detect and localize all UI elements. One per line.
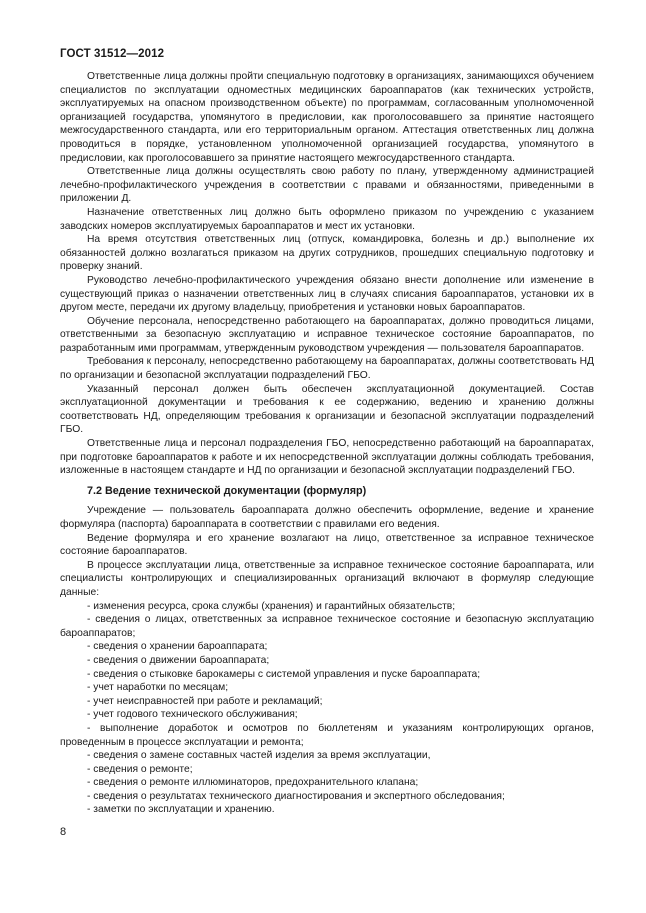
list-item: - сведения о движении бароаппарата; (87, 654, 270, 666)
list-item: - сведения о ремонте иллюминаторов, предохранительного клапана; (87, 777, 419, 789)
paragraph: На время отсутствия ответственных лиц (отпуск, командировка, болезнь и др.) выполнение их обязанностей должно возлагаться приказом на других сотрудников, прошедших специальную подготовку и проверку знаний. (60, 234, 594, 273)
list-item: - выполнение доработок и осмотров по бюллетеням и указаниям контролирующих органов, проведенным в процессе эксплуатации и ремонта; (60, 722, 594, 748)
paragraph: Обучение персонала, непосредственно работающего на бароаппаратах, должно проводиться лицами, ответственными за безопасную эксплуатацию и исправное техническое состояние бароаппаратов, по разработанным ими программам, утвержденным руководством учреждения — пользователя бароаппаратов. (60, 315, 594, 354)
list-item: - заметки по эксплуатации и хранению. (87, 804, 275, 816)
list-item: - изменения ресурса, срока службы (хранения) и гарантийных обязательств; (87, 600, 456, 612)
list-item: - сведения о стыковке барокамеры с системой управления и пуске бароаппарата; (87, 668, 481, 680)
list-item: - сведения о ремонте; (87, 763, 193, 775)
paragraph: Руководство лечебно-профилактического учреждения обязано внести дополнение или изменение в существующий приказ о назначении ответственных лиц в случаях списания бароаппаратов, установки их в другом месте, передачи их другому владельцу, приобретения и установки новых бароаппаратов. (60, 274, 594, 314)
paragraph: Назначение ответственных лиц должно быть оформлено приказом по учреждению с указанием заводских номеров эксплуатируемых бароаппаратов и мест их установки. (60, 206, 594, 232)
list-item: - учет неисправностей при работе и рекламаций; (87, 695, 323, 707)
page-number: 8 (60, 826, 67, 838)
paragraph: Ведение формуляра и его хранение возлагают на лицо, ответственное за исправное техническое состояние бароаппаратов. (60, 532, 594, 558)
paragraph: В процессе эксплуатации лица, ответственные за исправное техническое состояние бароаппарата, или специалисты контролирующих и специализированных организаций включают в формуляр следующие данные: (60, 559, 594, 598)
list-item: - сведения о хранении бароаппарата; (87, 641, 268, 653)
paragraph: Требования к персоналу, непосредственно работающему на бароаппаратах, должны соответствовать НД по организации и безопасной эксплуатации подразделений ГБО. (60, 356, 594, 382)
section-title: 7.2 Ведение технической документации (формуляр) (87, 484, 367, 497)
paragraph: Ответственные лица и персонал подразделения ГБО, непосредственно работающий на бароаппаратах, при подготовке бароаппаратов к работе и их непосредственной эксплуатации должны соблюдать требования, изложенные в настоящем стандарте и НД по организации и безопасной эксплуатации подразделений ГБО. (60, 438, 594, 477)
list-item: - сведения о лицах, ответственных за исправное техническое состояние и безопасную эксплуатацию бароаппаратов; (60, 614, 594, 639)
paragraph: Ответственные лица должны осуществлять свою работу по плану, утвержденному администрацией лечебно-профилактического учреждения в соответствии с правами и обязанностями, приведенными в приложении Д. (60, 166, 594, 205)
list-item: - сведения о результатах технического диагностирования и экспертного обследования; (87, 790, 505, 802)
document-body (60, 70, 594, 817)
paragraph: Ответственные лица должны пройти специальную подготовку в организациях, занимающихся обучением специалистов по эксплуатации одноместных медицинских бароаппаратов (как технических устройств, эксплуатируемых на опасном производственном объекте) по программам, согласованным уполномоченной организацией государства, упомянутого в предисловии, как проголосовавшего за принятие настоящего межгосударственного стандарта, или его территориальным органом. Аттестация ответственных лиц должна проводиться в порядке, установленном уполномоченной организацией государства, упомянутого в предисловии, как проголосовавшего за принятие настоящего межгосударственного стандарта. (60, 71, 594, 164)
list-item: - учет годового технического обслуживания; (87, 709, 298, 721)
list-item: - сведения о замене составных частей изделия за время эксплуатации, (87, 750, 431, 762)
paragraph: Учреждение — пользователь бароаппарата должно обеспечить оформление, ведение и хранение формуляра (паспорта) бароаппарата в соответствии с правилами его ведения. (60, 505, 594, 530)
list-item: - учет наработки по месяцам; (87, 682, 229, 694)
document-header: ГОСТ 31512—2012 (60, 48, 165, 60)
paragraph: Указанный персонал должен быть обеспечен эксплуатационной документацией. Состав эксплуатационной документации и требования к ее содержанию, ведению и хранению должны соответствовать НД, определяющим требования к организации и безопасной эксплуатации подразделений ГБО. (60, 383, 594, 436)
